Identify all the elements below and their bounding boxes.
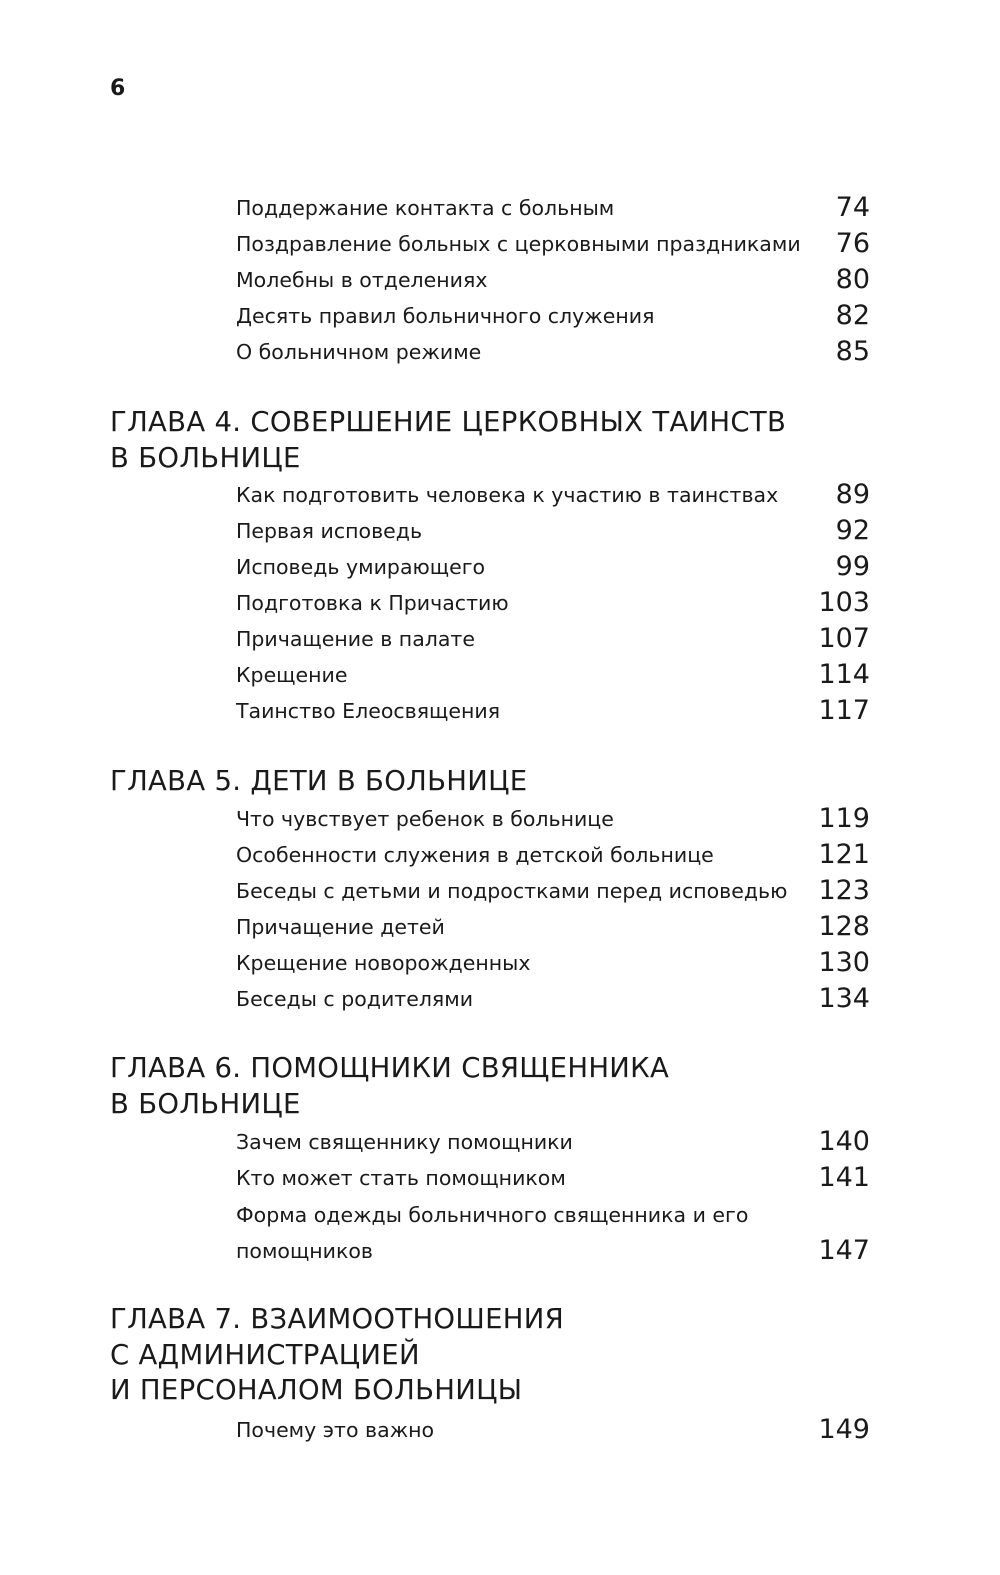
toc-entry-title: Первая исповедь	[236, 519, 423, 543]
toc-entry[interactable]	[236, 873, 870, 909]
chapter-heading-line: ГЛАВА 4. СОВЕРШЕНИЕ ЦЕРКОВНЫХ ТАИНСТВ	[110, 406, 787, 438]
toc-entry-page: 82	[835, 300, 870, 331]
toc-entry[interactable]	[236, 909, 870, 945]
chapter-heading-line: ГЛАВА 5. ДЕТИ В БОЛЬНИЦЕ	[110, 765, 528, 797]
chapter-heading-line: И ПЕРСОНАЛОМ БОЛЬНИЦЫ	[110, 1374, 523, 1406]
toc-entry[interactable]	[236, 298, 870, 334]
toc-entry[interactable]	[236, 226, 870, 262]
toc-entry-title: Молебны в отделениях	[236, 268, 488, 292]
toc-entry[interactable]	[236, 334, 870, 370]
toc-entry-page: 141	[818, 1162, 870, 1193]
toc-entry-title: Поддержание контакта с больным	[236, 196, 615, 220]
chapter-heading[interactable]	[110, 1302, 830, 1409]
toc-entry[interactable]	[236, 1197, 870, 1269]
toc-entry-page: 128	[818, 911, 870, 942]
chapter-heading-line: ГЛАВА 7. ВЗАИМООТНОШЕНИЯ	[110, 1303, 565, 1335]
chapter-heading[interactable]	[110, 405, 830, 476]
toc-entry-page: 123	[818, 875, 870, 906]
toc-entry-page: 85	[835, 336, 870, 367]
toc-entry-title: Причащение в палате	[236, 627, 475, 651]
toc-entry[interactable]	[236, 621, 870, 657]
toc-entry[interactable]	[236, 1412, 870, 1448]
toc-entry-title: Кто может стать помощником	[236, 1166, 566, 1190]
toc-entry-title: Причащение детей	[236, 915, 445, 939]
toc-entry-page: 149	[818, 1414, 870, 1445]
toc-entry-title: помощников	[236, 1239, 373, 1263]
toc-entry-page: 107	[818, 623, 870, 654]
toc-entry-title: Крещение	[236, 663, 348, 687]
toc-entry-title: Крещение новорожденных	[236, 951, 531, 975]
toc-entry-title: Поздравление больных с церковными праздниками	[236, 232, 801, 256]
toc-entry[interactable]	[236, 190, 870, 226]
chapter-heading-line: В БОЛЬНИЦЕ	[110, 1087, 301, 1120]
toc-entry-page: 103	[818, 587, 870, 618]
toc-entry-title: Беседы с родителями	[236, 987, 474, 1011]
toc-entry-title: Зачем священнику помощники	[236, 1130, 573, 1154]
chapter-heading[interactable]	[110, 1051, 830, 1122]
toc-entry-title: Особенности служения в детской больнице	[236, 843, 714, 867]
toc-entry-page: 99	[835, 551, 870, 582]
toc-entry-title: Десять правил больничного служения	[236, 304, 655, 328]
chapter-heading-line: ГЛАВА 6. ПОМОЩНИКИ СВЯЩЕННИКА	[110, 1052, 670, 1084]
toc-entry[interactable]	[236, 549, 870, 585]
toc-entry[interactable]	[236, 801, 870, 837]
toc-entry[interactable]	[236, 981, 870, 1017]
toc-entry-title: Таинство Елеосвящения	[236, 699, 501, 723]
toc-entry-page: 121	[818, 839, 870, 870]
toc-entry-page: 92	[835, 515, 870, 546]
toc-entry-page: 119	[818, 803, 870, 834]
toc-entry-title: Беседы с детьми и подростками перед исповедью	[236, 879, 788, 903]
toc-entry-page: 134	[818, 983, 870, 1014]
chapter-heading[interactable]	[110, 764, 830, 800]
toc-entry-page: 140	[818, 1126, 870, 1157]
toc-entry-title: Подготовка к Причастию	[236, 591, 509, 615]
toc-entry-page: 117	[818, 695, 870, 726]
toc-entry-title: Исповедь умирающего	[236, 555, 486, 579]
toc-entry-title: Что чувствует ребенок в больнице	[236, 807, 614, 831]
toc-entry-page: 130	[818, 947, 870, 978]
toc-entry[interactable]	[236, 693, 870, 729]
toc-entry[interactable]	[236, 262, 870, 298]
toc-entry-title: О больничном режиме	[236, 340, 482, 364]
page-number: 6	[110, 76, 126, 101]
toc-entry-title: Форма одежды больничного священника и его	[236, 1203, 749, 1227]
toc-entry[interactable]	[236, 945, 870, 981]
toc-entry-page: 76	[835, 228, 870, 259]
toc-entry-page: 74	[835, 192, 870, 223]
toc-entry-page: 89	[835, 479, 870, 510]
toc-entry[interactable]	[236, 1124, 870, 1160]
toc-entry[interactable]	[236, 837, 870, 873]
toc-entry-page: 147	[818, 1235, 870, 1266]
toc-entry-title: Как подготовить человека к участию в таинствах	[236, 483, 779, 507]
chapter-heading-line: В БОЛЬНИЦЕ	[110, 441, 301, 474]
toc-entry[interactable]	[236, 513, 870, 549]
toc-entry-title: Почему это важно	[236, 1418, 435, 1442]
toc-entry-page: 114	[818, 659, 870, 690]
toc-entry[interactable]	[236, 585, 870, 621]
toc-entry[interactable]	[236, 477, 870, 513]
toc-entry[interactable]	[236, 657, 870, 693]
toc-entry[interactable]	[236, 1160, 870, 1196]
chapter-heading-line: С АДМИНИСТРАЦИЕЙ	[110, 1338, 420, 1371]
toc-entry-page: 80	[835, 264, 870, 295]
